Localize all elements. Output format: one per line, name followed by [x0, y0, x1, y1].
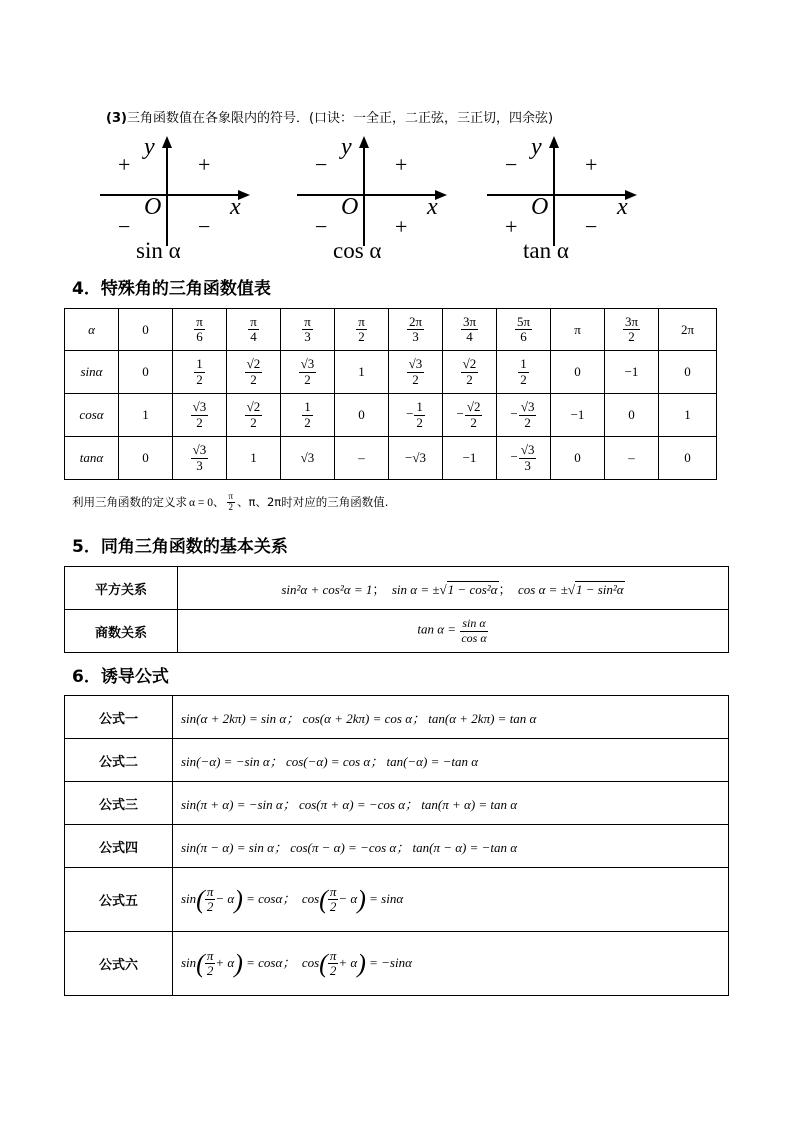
formula-row-5 — [65, 868, 729, 932]
table-cell — [443, 437, 497, 480]
table-cell — [443, 351, 497, 394]
x-axis-label: x — [230, 194, 241, 220]
table-cell — [335, 394, 389, 437]
table-cell-value: 1 — [358, 364, 365, 379]
table-cell-value: 0 — [358, 407, 365, 422]
table-cell — [659, 351, 717, 394]
table-cell-fraction: $\frac{√2}{2}$ — [462, 356, 477, 387]
table-cell — [551, 394, 605, 437]
relation-formula: sin²α + cos²α = 1； sin α = ±√1 − cos²α； cos α = ±√1 − sin²α — [178, 567, 729, 610]
table-header-cell — [389, 309, 443, 351]
table-cell — [605, 394, 659, 437]
table-cell — [281, 394, 335, 437]
function-label: cos α — [333, 238, 382, 263]
table-cell-fraction: $\frac{3\pi}{4}$ — [462, 313, 477, 344]
table-header-cell — [443, 309, 497, 351]
table-row — [65, 437, 717, 480]
section3-text: 三角函数值在各象限内的符号．(口诀：一全正，二正弦，三正切，四余弦) — [126, 111, 554, 126]
sign-q3: + — [505, 214, 518, 239]
origin-label: O — [144, 194, 162, 220]
table-cell — [389, 351, 443, 394]
table-cell-fraction: $\frac{\pi}{6}$ — [196, 313, 203, 344]
relation-label: 平方关系 — [65, 567, 178, 610]
table-cell-value: 1 — [250, 450, 257, 465]
y-axis-label: y — [341, 134, 352, 160]
table-cell — [173, 394, 227, 437]
origin-label: O — [531, 194, 549, 220]
section3-label: (3) — [106, 111, 127, 126]
table-cell: − $\frac{1}{2}$ — [389, 394, 443, 437]
table-cell-fraction: $\frac{√3}{2}$ — [520, 399, 535, 430]
table-row — [65, 351, 717, 394]
function-label: sin α — [136, 238, 181, 263]
table-cell-value: 0 — [142, 321, 149, 337]
table-cell-value: 0 — [142, 450, 149, 465]
table-cell-value: 0 — [684, 364, 691, 379]
table-row-label: sinα — [65, 351, 119, 394]
table-row-label: α — [65, 309, 119, 351]
quadrant-diagram — [487, 134, 647, 268]
table-cell-value: 0 — [628, 407, 635, 422]
table-cell-fraction: $\frac{1}{2}$ — [416, 399, 423, 430]
table-cell-fraction: $\frac{√2}{2}$ — [246, 399, 261, 430]
table-cell-value: −√3 — [405, 450, 426, 465]
function-label: tan α — [523, 238, 569, 263]
relation-row-square — [65, 567, 729, 610]
table-header-cell — [281, 309, 335, 351]
table-cell-fraction: $\frac{√2}{2}$ — [466, 399, 481, 430]
table-cell-value: −1 — [624, 364, 639, 379]
table-cell-fraction: $\frac{\pi}{4}$ — [250, 313, 257, 344]
table-header-cell — [119, 309, 173, 351]
relation-formula: tan α = $\frac{\text{sin α}}{\text{cos α}}$ — [178, 610, 729, 653]
table-cell — [551, 437, 605, 480]
table-cell-value: – — [628, 450, 635, 465]
section6-title: 6．诱导公式 — [72, 667, 169, 687]
table-row-label: tanα — [65, 437, 119, 480]
table-cell-fraction: $\frac{√3}{2}$ — [408, 356, 423, 387]
table-cell-value: 1 — [684, 407, 691, 422]
note-pi-half: $\frac{\pi}{2}$ — [228, 491, 234, 512]
table-header-cell — [497, 309, 551, 351]
sign-q2: − — [505, 152, 518, 177]
quadrant-diagram — [100, 134, 260, 268]
table-cell — [335, 351, 389, 394]
sign-q1: + — [585, 152, 598, 177]
table-cell — [335, 437, 389, 480]
formula-row-1 — [65, 696, 729, 739]
sign-q2: + — [118, 152, 131, 177]
sign-q4: + — [395, 214, 408, 239]
table-row — [65, 394, 717, 437]
table-cell — [173, 437, 227, 480]
table-cell — [227, 351, 281, 394]
table-cell-value: −1 — [462, 450, 477, 465]
table-cell — [227, 437, 281, 480]
x-axis-label: x — [617, 194, 628, 220]
table-cell — [389, 437, 443, 480]
formula-text: sin( $\frac{\pi}{2}$ − α) = cosα； cos( $\frac{\pi}{2}$ − α) = sinα — [173, 868, 729, 932]
table-cell-fraction: $\frac{√3}{3}$ — [520, 442, 535, 473]
table-cell: − $\frac{√2}{2}$ — [443, 394, 497, 437]
table-cell — [119, 437, 173, 480]
formula-text: sin(−α) = −sin α； cos(−α) = cos α； tan(−α) = −tan α — [173, 739, 729, 782]
table-cell — [551, 351, 605, 394]
formula-label: 公式五 — [65, 868, 173, 932]
special-angle-table — [64, 308, 717, 480]
sign-q4: − — [198, 214, 211, 239]
formula-label: 公式一 — [65, 696, 173, 739]
formula-label: 公式三 — [65, 782, 173, 825]
table-cell-fraction: $\frac{√3}{2}$ — [300, 356, 315, 387]
table-cell — [659, 394, 717, 437]
table-cell-value: 0 — [142, 364, 149, 379]
formula-label: 公式六 — [65, 932, 173, 996]
basic-relation-table — [64, 566, 729, 653]
section3-line — [106, 107, 553, 126]
table-header-cell — [227, 309, 281, 351]
table-cell — [173, 351, 227, 394]
formula-row-6 — [65, 932, 729, 996]
table-cell-fraction: $\frac{1}{2}$ — [520, 356, 527, 387]
table-cell-value: −1 — [570, 407, 585, 422]
table-cell-fraction: $\frac{1}{2}$ — [304, 399, 311, 430]
table-cell — [659, 437, 717, 480]
note-suffix: 、π、2π时对应的三角函数值. — [237, 495, 389, 510]
table-cell-fraction: $\frac{√3}{3}$ — [192, 442, 207, 473]
table-cell — [605, 437, 659, 480]
note-alpha: α = 0、 — [189, 497, 225, 510]
sign-q1: + — [198, 152, 211, 177]
table-cell-value: 0 — [574, 450, 581, 465]
sign-q4: − — [585, 214, 598, 239]
table-cell-fraction: $\frac{\pi}{3}$ — [304, 313, 311, 344]
table-cell-value: π — [574, 321, 581, 337]
formula-text: sin( $\frac{\pi}{2}$ + α) = cosα； cos( $\frac{\pi}{2}$ + α) = −sinα — [173, 932, 729, 996]
formula-row-2 — [65, 739, 729, 782]
table-cell-value: 0 — [574, 364, 581, 379]
table-cell-value: 0 — [684, 450, 691, 465]
table-header-cell — [173, 309, 227, 351]
table-cell-value: 2π — [680, 321, 695, 337]
table-header-cell — [551, 309, 605, 351]
table-row-label: cosα — [65, 394, 119, 437]
formula-label: 公式四 — [65, 825, 173, 868]
table-cell-fraction: $\frac{5\pi}{6}$ — [516, 313, 531, 344]
quadrant-diagram — [297, 134, 457, 268]
table-cell-fraction: $\frac{√3}{2}$ — [192, 399, 207, 430]
table-cell-value: √3 — [300, 450, 315, 465]
sign-q2: − — [315, 152, 328, 177]
sign-q1: + — [395, 152, 408, 177]
table-header-cell — [335, 309, 389, 351]
relation-label: 商数关系 — [65, 610, 178, 653]
section4-note — [72, 492, 388, 513]
table-cell — [227, 394, 281, 437]
section5-title: 5．同角三角函数的基本关系 — [72, 537, 288, 557]
origin-label: O — [341, 194, 359, 220]
table-cell: − $\frac{√3}{2}$ — [497, 394, 551, 437]
table-cell-value: – — [358, 450, 365, 465]
formula-text: sin(α + 2kπ) = sin α； cos(α + 2kπ) = cos α； tan(α + 2kπ) = tan α — [173, 696, 729, 739]
table-header-cell — [605, 309, 659, 351]
table-cell-value: 1 — [142, 407, 149, 422]
table-cell — [605, 351, 659, 394]
table-cell — [497, 351, 551, 394]
note-prefix: 利用三角函数的定义求 — [72, 495, 187, 510]
table-header-cell — [659, 309, 717, 351]
section4-title: 4．特殊角的三角函数值表 — [72, 279, 271, 299]
induction-formula-table — [64, 695, 729, 996]
formula-text: sin(π + α) = −sin α； cos(π + α) = −cos α； tan(π + α) = tan α — [173, 782, 729, 825]
table-cell-fraction: $\frac{√2}{2}$ — [246, 356, 261, 387]
table-cell: − $\frac{√3}{3}$ — [497, 437, 551, 480]
formula-label: 公式二 — [65, 739, 173, 782]
formula-row-4 — [65, 825, 729, 868]
y-axis-label: y — [531, 134, 542, 160]
relation-row-quotient — [65, 610, 729, 653]
y-axis-label: y — [144, 134, 155, 160]
table-cell — [119, 394, 173, 437]
table-cell-fraction: $\frac{3\pi}{2}$ — [624, 313, 639, 344]
x-axis-label: x — [427, 194, 438, 220]
table-cell — [281, 351, 335, 394]
table-cell — [119, 351, 173, 394]
table-header-row — [65, 309, 717, 351]
formula-row-3 — [65, 782, 729, 825]
table-cell — [281, 437, 335, 480]
sign-q3: − — [315, 214, 328, 239]
table-cell-fraction: $\frac{1}{2}$ — [196, 356, 203, 387]
table-cell-fraction: $\frac{\pi}{2}$ — [358, 313, 365, 344]
sign-q3: − — [118, 214, 131, 239]
table-cell-fraction: $\frac{2\pi}{3}$ — [408, 313, 423, 344]
formula-text: sin(π − α) = sin α； cos(π − α) = −cos α； tan(π − α) = −tan α — [173, 825, 729, 868]
